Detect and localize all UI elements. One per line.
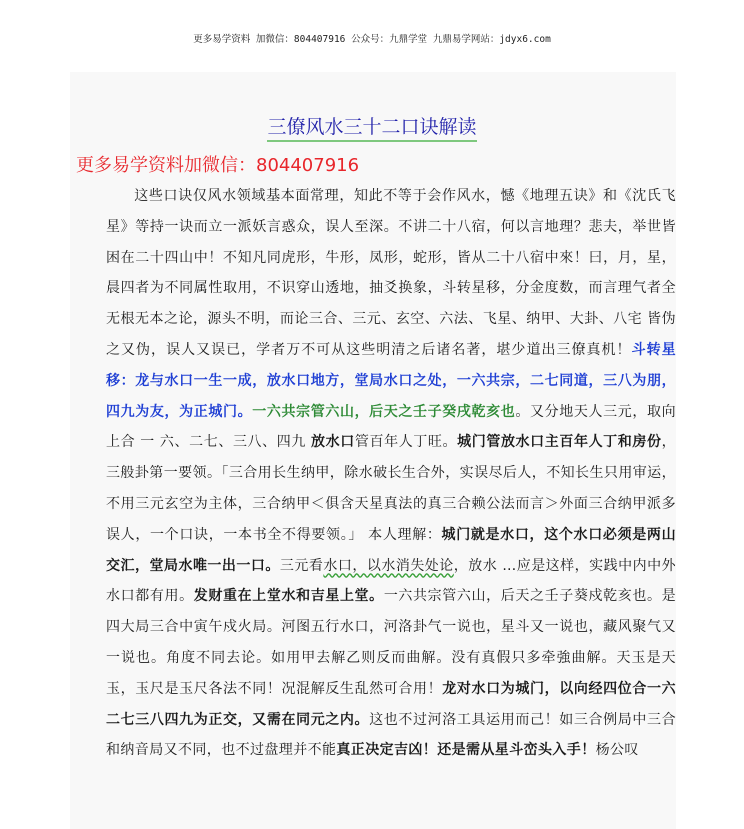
- text-run: 杨公叹: [595, 742, 639, 759]
- text-run-bold: 龙对水口为城门，以向经四位合一六二七三八四九为正交，又需在同元之内。: [106, 680, 676, 728]
- text-run-bold: 发财重在上堂水和吉星上堂。: [193, 588, 384, 605]
- text-run-bold: 真正决定吉凶！还是需从星斗峦头入手！: [336, 742, 596, 759]
- promo-line: 更多易学资料加微信：804407916: [76, 155, 360, 176]
- document-title: [0, 112, 744, 139]
- text-run: 这也不过河洛工具运用而己！如三合例局中三合和纳音局又不同，也不过盘理并不能: [106, 711, 677, 759]
- text-run: 三元看: [279, 557, 324, 574]
- text-run: 一六共宗管六山，后天之壬子葵戍乾亥也。是四大局三合中寅午戍火局。河图五行水口，河洛卦气一说也，星斗又一说也，藏风聚气又一说也。角度不同去论。如用甲去解乙则反而曲解。没有真假只多牵強曲解。天玉是天玉，玉尺是玉尺各法不同！况混解反生乱然可合用！: [106, 588, 677, 697]
- text-run: 。又分地天人三元，取向上合 一 六、二七、三八、四九: [106, 403, 677, 451]
- text-run: ，三般卦第一要领。「三合用长生纳甲，除水破长生合外，实误尽后人，不知长生只用审运，不用三元玄空为主体，三合纳甲＜俱含天星真法的真三合赖公法而言＞外面三合纳甲派多误人，一个口诀，一本书全不得要领。」 本人理解：: [106, 434, 677, 543]
- header-note: 更多易学资料 加微信：804407916 公众号：九鼎学堂 九鼎易学网站：jdyx6.com: [193, 34, 551, 45]
- text-run-green: 一六共宗管六山，后天之壬子癸戌乾亥也: [252, 403, 516, 420]
- title-text: 三僚风水三十二口诀解读: [267, 116, 476, 142]
- text-run-bold: 城门就是水口，这个水口必须是两山交汇，堂局水唯一出一口。: [106, 526, 676, 574]
- text-run-underlined: 水口，以水消失处论: [323, 557, 454, 574]
- body-paragraph: [106, 181, 676, 766]
- text-run: 这些口诀仅风水领域基本面常理，知此不等于会作风水，憾《地理五诀》和《沈氏飞星》等持一诀而立一派妖言惑众，误人至深。不讲二十八宿，何以言地理？悲夫，举世皆困在二十四山中！不知凡同虎形，牛形，凤形，蛇形，皆从二十八宿中來！曰，月，星，晨四者为不同属性取用，不识穿山透地，抽爻换象，斗转星移，分金度数，而言理气者全无根无本之论，源头不明，而论三合、三元、玄空、六法、飞星、纳甲、大卦、八宅 皆伪之又伪，误人又误已，学者万不可从这些明清之后诸名著，堪少道出三僚真机！: [106, 188, 676, 358]
- text-run: ，放水 …应是这样，实践中内中外水口都有用。: [106, 557, 676, 605]
- text-run-bold: 放水口: [311, 434, 355, 451]
- text-run-bold: 城门管放水口主百年人丁和房份: [457, 434, 662, 451]
- text-run: 管百年人丁旺。: [354, 434, 458, 451]
- text-run-blue: 斗转星移：龙与水口一生一成，放水口地方，堂局水口之处，一六共宗，二七同道，三八为朋，四九为友，为正城门。: [106, 341, 676, 420]
